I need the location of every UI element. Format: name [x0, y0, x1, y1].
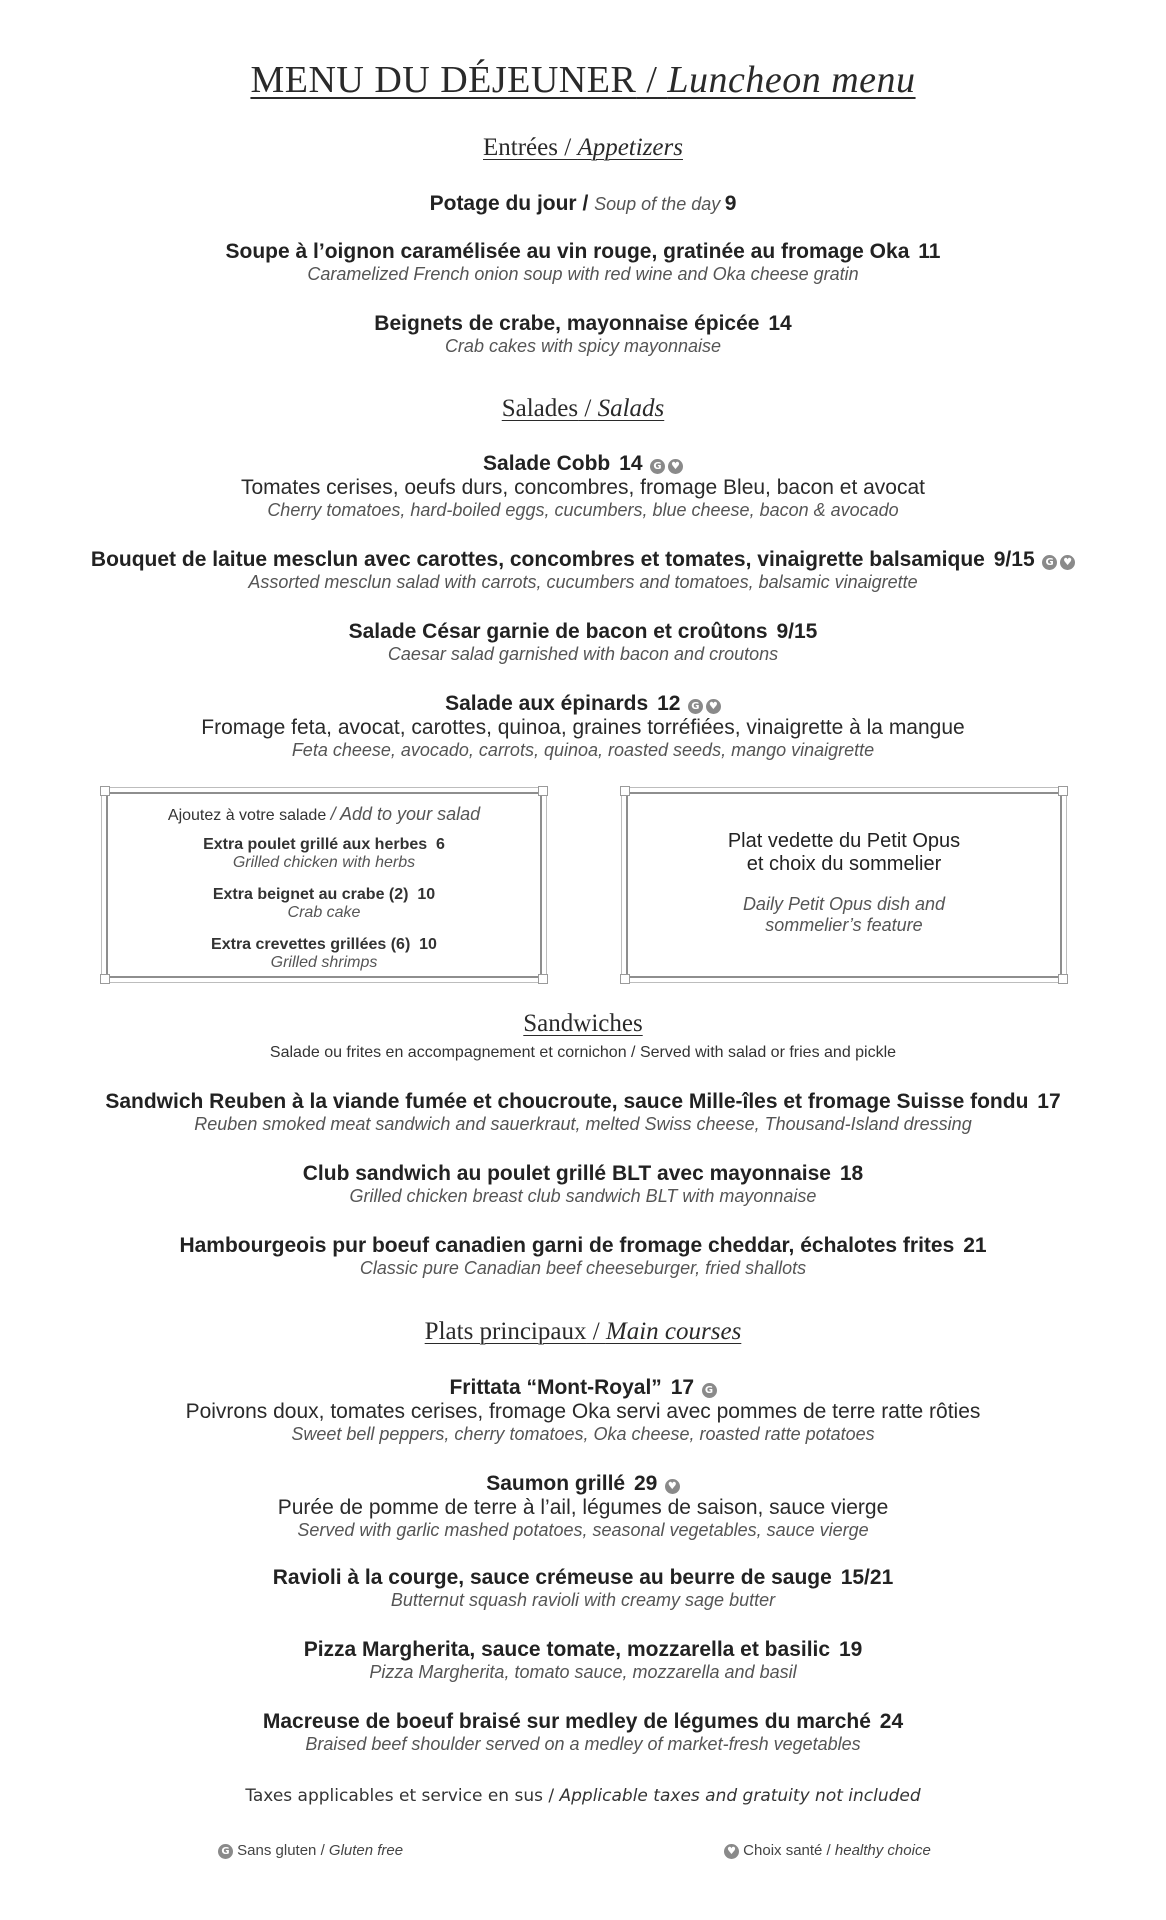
healthy-choice-icon: ♥ [665, 1479, 680, 1494]
price: 29 [633, 1472, 658, 1495]
menu-item-cobb-salad: Salade Cobb 14 G ♥ Tomates cerises, oeufs durs, concombres, fromage Bleu, bacon et avocat Cherry tomatoes, hard-boiled eggs, cucumbers, blue cheese, bacon & avocado [240, 452, 925, 520]
menu-title-fr: MENU DU DÉJEUNER [250, 59, 637, 101]
gluten-free-icon: G [650, 459, 665, 474]
healthy-choice-icon: ♥ [724, 1844, 739, 1859]
price: 19 [838, 1638, 863, 1661]
gluten-free-icon: G [218, 1844, 233, 1859]
price: 17 [670, 1376, 695, 1399]
addon-crab-cake: Extra beignet au crabe (2) 10 Crab cake [212, 886, 436, 921]
price: 9 [724, 192, 737, 215]
menu-title: MENU DU DÉJEUNER / Luncheon menu [250, 59, 916, 101]
price: 17 [1037, 1090, 1061, 1113]
menu-item-pizza: Pizza Margherita, sauce tomate, mozzarella et basilic 19 Pizza Margherita, tomato sauce, mozzarella and basil [303, 1638, 863, 1682]
menu-item-frittata: Frittata “Mont-Royal” 17 G Poivrons doux, tomates cerises, fromage Oka servi avec pommes de terre ratte rôties Sweet bell peppers, cherry tomatoes, Oka cheese, roasted ratte potatoes [185, 1376, 981, 1444]
menu-item-beef-shoulder: Macreuse de boeuf braisé sur medley de légumes du marché 24 Braised beef shoulder served on a medley of market-fresh vegetables [262, 1710, 904, 1754]
section-title-mains: Plats principaux / Main courses [424, 1318, 742, 1345]
menu-item-reuben: Sandwich Reuben à la viande fumée et choucroute, sauce Mille-îles et fromage Suisse fondu 17 Reuben smoked meat sandwich and sauerkraut, melted Swiss cheese, Thousand-Island dressing [105, 1090, 1061, 1134]
section-title-salads: Salades / Salads [501, 395, 665, 422]
menu-item-spinach-salad: Salade aux épinards 12 G ♥ Fromage feta, avocat, carottes, quinoa, graines torréfiées, vinaigrette à la mangue Feta cheese, avocado, carrots, quinoa, roasted seeds, mango vinaigrette [201, 692, 965, 760]
price: 12 [657, 692, 681, 715]
menu-item-onion-soup: Soupe à l’oignon caramélisée au vin rouge, gratinée au fromage Oka 11 Caramelized French onion soup with red wine and Oka cheese gratin [225, 240, 941, 284]
section-title-appetizers: Entrées / Appetizers [483, 134, 683, 161]
add-to-salad-title: Ajoutez à votre salade / Add to your salad [167, 804, 481, 824]
price: 11 [918, 240, 941, 263]
price: 15/21 [840, 1566, 894, 1589]
addon-chicken: Extra poulet grillé aux herbes 6 Grilled chicken with herbs [203, 836, 445, 871]
menu-item-ravioli: Ravioli à la courge, sauce crémeuse au beurre de sauge 15/21 Butternut squash ravioli with creamy sage butter [272, 1566, 894, 1610]
gluten-free-icon: G [1042, 555, 1057, 570]
price: 14 [768, 312, 792, 335]
gluten-free-icon: G [688, 699, 703, 714]
feature-subtitle: Daily Petit Opus dish and sommelier’s feature [742, 894, 946, 935]
price: 9/15 [776, 620, 818, 643]
menu-item-soup-of-day: Potage du jour / Soup of the day 9 [429, 192, 737, 215]
price: 18 [839, 1162, 864, 1185]
menu-item-mesclun-salad: Bouquet de laitue mesclun avec carottes, concombres et tomates, vinaigrette balsamique 9/15 G ♥ Assorted mesclun salad with carrots, cucumbers and tomatoes, balsamic vinaigrette [0, 548, 1166, 593]
price: 14 [619, 452, 643, 475]
feature-title: Plat vedette du Petit Opus et choix du sommelier [727, 830, 961, 875]
menu-item-crab-cakes: Beignets de crabe, mayonnaise épicée 14 Crab cakes with spicy mayonnaise [374, 312, 792, 356]
feature-box [626, 792, 1062, 978]
legend-gluten-free: G Sans gluten / Gluten free [218, 1842, 403, 1859]
legend-healthy-choice: ♥ Choix santé / healthy choice [724, 1842, 931, 1859]
sandwiches-subtitle: Salade ou frites en accompagnement et cornichon / Served with salad or fries and pickle [269, 1044, 897, 1061]
menu-item-caesar-salad: Salade César garnie de bacon et croûtons 9/15 Caesar salad garnished with bacon and croutons [348, 620, 818, 664]
price: 24 [879, 1710, 904, 1733]
menu-item-salmon: Saumon grillé 29 ♥ Purée de pomme de terre à l’ail, légumes de saison, sauce vierge Served with garlic mashed potatoes, seasonal vegetables, sauce vierge [277, 1472, 889, 1540]
addon-shrimps: Extra crevettes grillées (6) 10 Grilled shrimps [211, 936, 437, 971]
healthy-choice-icon: ♥ [668, 459, 683, 474]
gluten-free-icon: G [702, 1383, 717, 1398]
price: 21 [963, 1234, 987, 1257]
menu-item-club-sandwich: Club sandwich au poulet grillé BLT avec mayonnaise 18 Grilled chicken breast club sandwich BLT with mayonnaise [302, 1162, 864, 1206]
section-title-sandwiches: Sandwiches [523, 1010, 643, 1037]
menu-title-en: Luncheon menu [667, 59, 916, 101]
tax-note: Taxes applicables et service en sus / Applicable taxes and gratuity not included [245, 1786, 921, 1806]
healthy-choice-icon: ♥ [706, 699, 721, 714]
healthy-choice-icon: ♥ [1060, 555, 1075, 570]
menu-item-burger: Hambourgeois pur boeuf canadien garni de fromage cheddar, échalotes frites 21 Classic pure Canadian beef cheeseburger, fried shallots [179, 1234, 987, 1278]
add-to-salad-box [106, 792, 542, 978]
price: 9/15 [993, 548, 1035, 571]
